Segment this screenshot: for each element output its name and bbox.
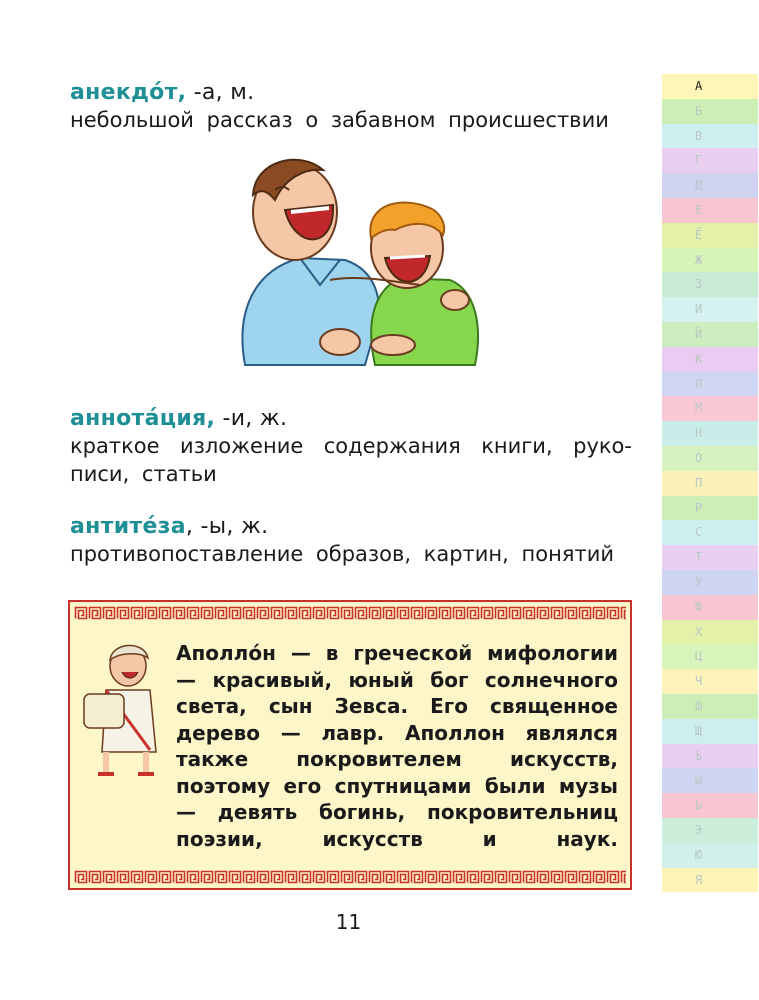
alphabet-tab[interactable]: Ы: [662, 768, 758, 793]
definition: краткое изложение содержания книги, рукописи, статьи: [70, 434, 632, 486]
alphabet-tab[interactable]: Ф: [662, 595, 758, 620]
alphabet-tab[interactable]: Ж: [662, 248, 758, 273]
alphabet-tab[interactable]: Й: [662, 322, 758, 347]
alphabet-tab[interactable]: З: [662, 272, 758, 297]
entry-annotatsiya: [70, 406, 632, 488]
definition: противопоставление образов, картин, понятий: [70, 542, 614, 566]
apollo-name: Аполло́н: [176, 641, 276, 665]
entry-head: [70, 514, 632, 540]
alphabet-tab[interactable]: Ъ: [662, 744, 758, 769]
entry-head: [70, 406, 632, 432]
apollo-text: — в греческой мифологии — красивый, юный бог солнечного света, сын Зевса. Его священное дерево — лавр. Аполлон являлся также покровителем искусств, поэтому его спутницами были музы — девять богинь, покровительниц поэзии, искусств и наук.: [176, 641, 618, 851]
alphabet-tab[interactable]: К: [662, 347, 758, 372]
headword: анекдо́т,: [70, 80, 187, 105]
alphabet-tab[interactable]: Я: [662, 868, 758, 893]
alphabet-tab[interactable]: Ч: [662, 669, 758, 694]
grammar-note: , -ы, ж.: [185, 514, 269, 539]
alphabet-tab[interactable]: У: [662, 570, 758, 595]
alphabet-tab[interactable]: Р: [662, 496, 758, 521]
alphabet-tab[interactable]: Ю: [662, 843, 758, 868]
alphabet-tab[interactable]: Б: [662, 99, 758, 124]
alphabet-tab[interactable]: С: [662, 520, 758, 545]
entry-anekdot: [70, 80, 632, 134]
alphabet-tab[interactable]: П: [662, 471, 758, 496]
alphabet-tab[interactable]: Ё: [662, 223, 758, 248]
alphabet-tab[interactable]: Ц: [662, 644, 758, 669]
apollo-info-box: [68, 600, 632, 890]
apollo-description: [176, 640, 618, 852]
alphabet-tab[interactable]: Ш: [662, 694, 758, 719]
alphabet-tab[interactable]: Е: [662, 198, 758, 223]
page-number: 11: [335, 910, 362, 934]
headword: антите́за: [70, 514, 186, 539]
alphabet-tab[interactable]: В: [662, 124, 758, 149]
alphabet-tab[interactable]: О: [662, 446, 758, 471]
laughing-boys-illustration: [225, 150, 490, 375]
alphabet-tab[interactable]: Д: [662, 173, 758, 198]
alphabet-tab[interactable]: Ь: [662, 793, 758, 818]
alphabet-tab[interactable]: Н: [662, 421, 758, 446]
alphabet-tab[interactable]: Х: [662, 620, 758, 645]
alphabet-tab[interactable]: М: [662, 396, 758, 421]
entry-antiteza: [70, 514, 632, 568]
greek-key-border-top: [74, 606, 626, 620]
alphabet-tab[interactable]: Т: [662, 545, 758, 570]
headword: аннота́ция,: [70, 406, 216, 431]
grammar-note: -и, ж.: [215, 406, 288, 431]
entry-head: [70, 80, 632, 106]
alphabet-tab[interactable]: Г: [662, 148, 758, 173]
alphabet-tab[interactable]: Л: [662, 372, 758, 397]
alphabet-tab[interactable]: А: [662, 74, 758, 99]
grammar-note: -а, м.: [186, 80, 255, 105]
alphabet-tab[interactable]: Э: [662, 818, 758, 843]
alphabet-index: [662, 74, 758, 892]
alphabet-tab[interactable]: И: [662, 297, 758, 322]
greek-key-border-bottom: [74, 870, 626, 884]
definition: небольшой рассказ о забавном происшествии: [70, 108, 609, 132]
apollo-illustration: [76, 632, 172, 782]
alphabet-tab[interactable]: Щ: [662, 719, 758, 744]
